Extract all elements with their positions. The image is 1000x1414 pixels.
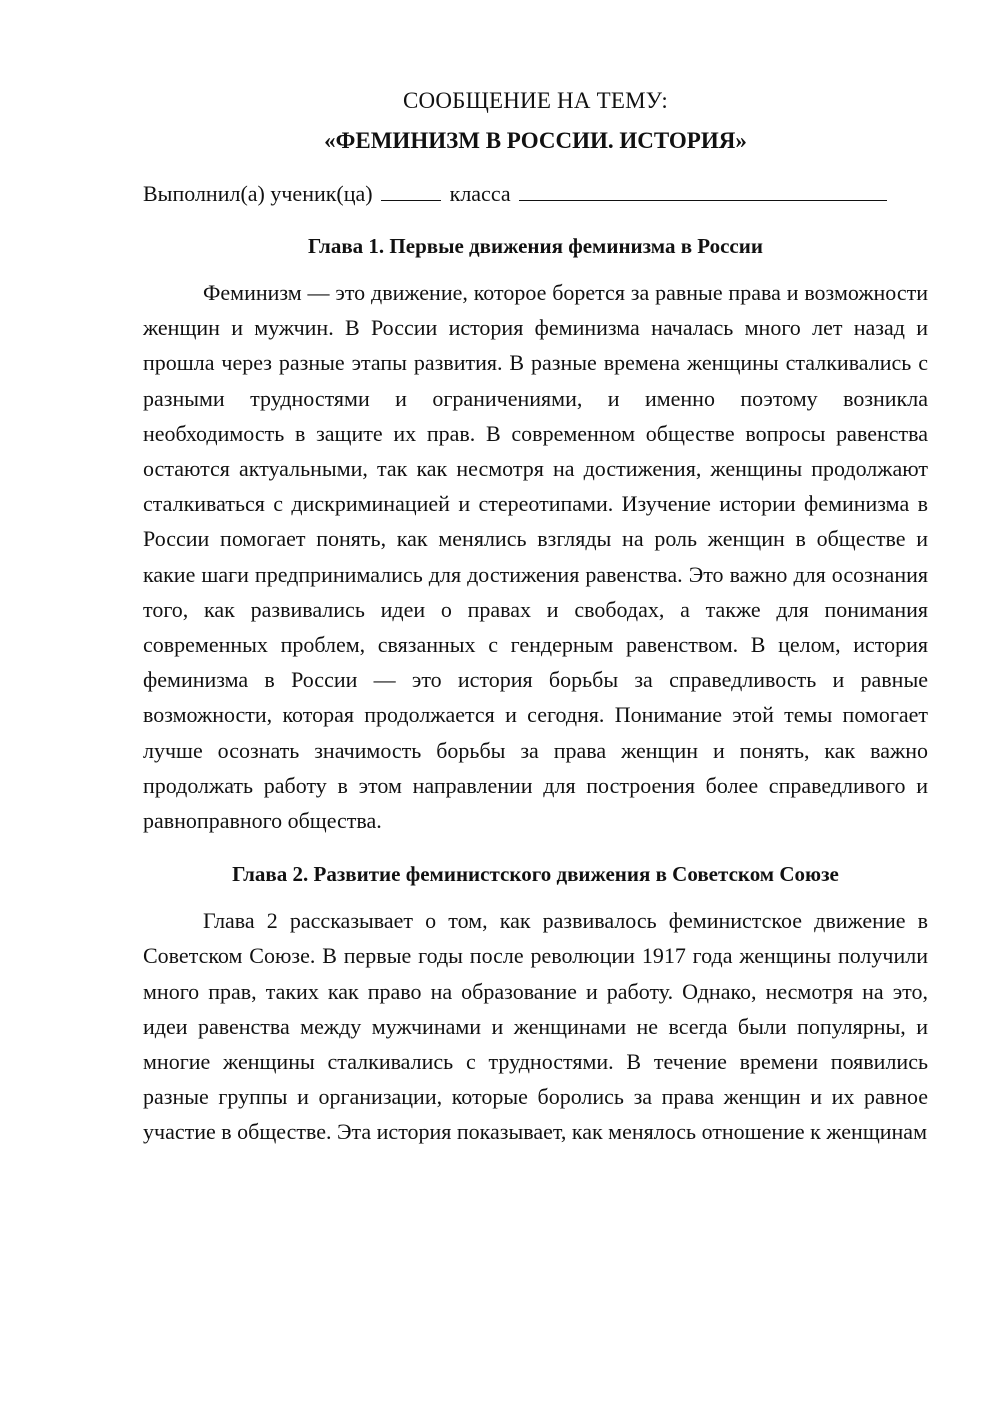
- chapter1-heading: Глава 1. Первые движения феминизма в России: [308, 234, 763, 258]
- chapter2-paragraph: Глава 2 рассказывает о том, как развивалось феминистское движение в Советском Союзе. В первые годы после революции 1917 года женщины получили много прав, таких как право на образование и работу. Однако, несмотря на это, идеи равенства между мужчинами и женщинами не всегда были популярны, и многие женщины сталкивались с трудностями. В течение времени появились разные группы и организации, которые боролись за права женщин и их равное участие в обществе. Эта история показывает, как менялось отношение к женщинам: [143, 908, 928, 1145]
- student-name-blank: [519, 180, 887, 201]
- class-number-blank: [381, 180, 441, 201]
- class-label: класса: [449, 181, 511, 206]
- executor-label: Выполнил(а) ученик(ца): [143, 181, 373, 206]
- chapter2-heading: Глава 2. Развитие феминистского движения в Советском Союзе: [232, 862, 839, 887]
- executor-line: [143, 174, 928, 214]
- document-title: «ФЕМИНИЗМ В РОССИИ. ИСТОРИЯ»: [324, 128, 747, 153]
- document-title-line1: СООБЩЕНИЕ НА ТЕМУ:: [403, 88, 668, 113]
- chapter1-paragraph: Феминизм — это движение, которое борется за равные права и возможности женщин и мужчин. В России история феминизма началась много лет назад и прошла через разные этапы развития. В разные времена женщины сталкивались с разными трудностями и ограничениями, и именно поэтому возникла необходимость в защите их прав. В современном обществе вопросы равенства остаются актуальными, так как несмотря на достижения, женщины продолжают сталкиваться с дискриминацией и стереотипами. Изучение истории феминизма в России помогает понять, как менялись взгляды на роль женщин в обществе и какие шаги предпринимались для достижения равенства. Это важно для осознания того, как развивались идеи о правах и свободах, а также для понимания современных проблем, связанных с гендерным равенством. В целом, история феминизма в России — это история борьбы за справедливость и равные возможности, которая продолжается и сегодня. Понимание этой темы помогает лучше осознать значимость борьбы за права женщин и понять, как важно продолжать работу в этом направлении для построения более справедливого и равноправного общества.: [143, 280, 928, 834]
